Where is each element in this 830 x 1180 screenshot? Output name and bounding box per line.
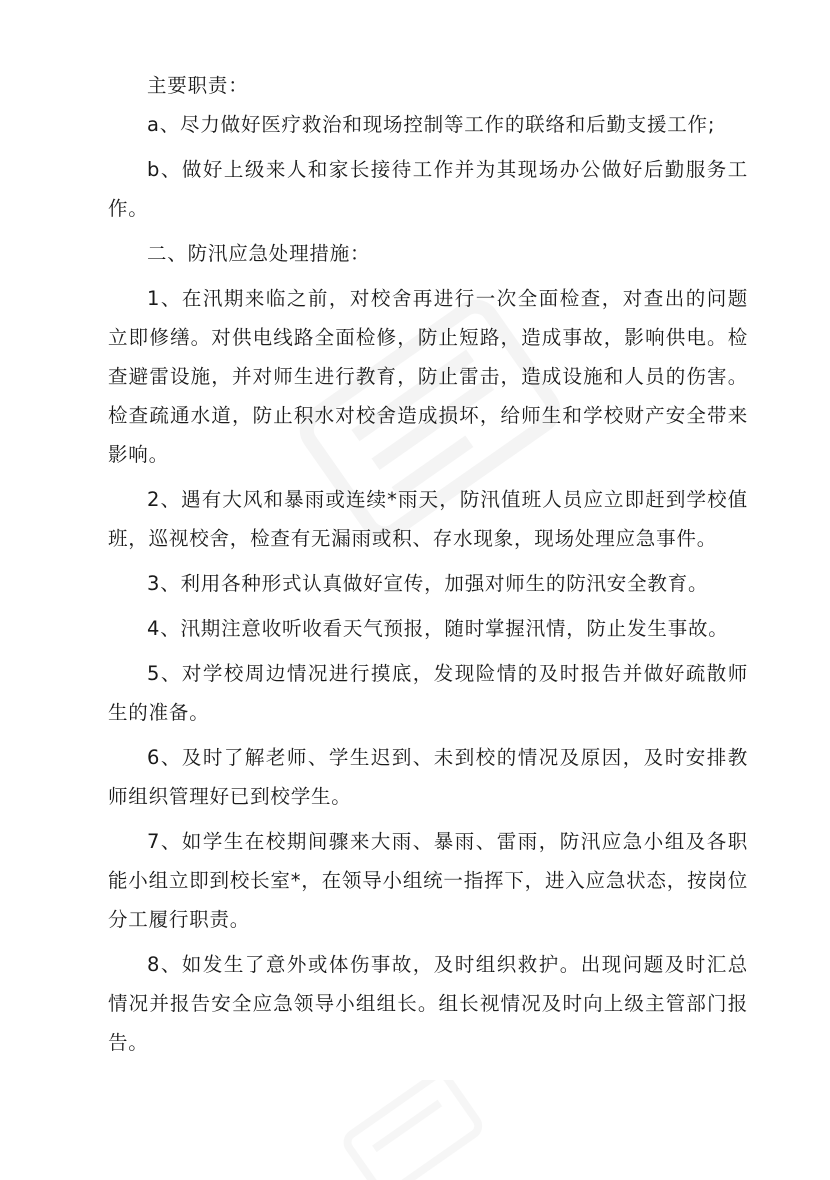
duty-a: a、尽力做好医疗救治和现场控制等工作的联络和后勤支援工作; xyxy=(147,113,716,136)
document-body xyxy=(108,66,748,1062)
measure-item: 2、遇有大风和暴雨或连续*雨天，防汛值班人员应立即赶到学校值班，巡视校舍，检查有无漏雨或积、存水现象，现场处理应急事件。 xyxy=(108,488,748,550)
measure-item: 7、如学生在校期间骤来大雨、暴雨、雷雨，防汛应急小组及各职能小组立即到校长室*，在领导小组统一指挥下，进入应急状态，按岗位分工履行职责。 xyxy=(108,830,748,931)
measure-item: 3、利用各种形式认真做好宣传，加强对师生的防汛安全教育。 xyxy=(147,572,709,595)
measure-item: 1、在汛期来临之前，对校舍再进行一次全面检查，对查出的问题立即修缮。对供电线路全面检修，防止短路，造成事故，影响供电。检查避雷设施，并对师生进行教育，防止雷击，造成设施和人员的伤害。检查疏通水道，防止积水对校舍造成损坏，给师生和学校财产安全带来影响。 xyxy=(108,287,748,466)
measure-item: 8、如发生了意外或体伤事故，及时组织救护。出现问题及时汇总情况并报告安全应急领导小组组长。组长视情况及时向上级主管部门报告。 xyxy=(108,953,748,1054)
measure-item: 6、及时了解老师、学生迟到、未到校的情况及原因，及时安排教师组织管理好已到校学生。 xyxy=(108,746,748,808)
duty-b: b、做好上级来人和家长接待工作并为其现场办公做好后勤服务工作。 xyxy=(108,158,748,220)
section-duties-heading: 主要职责： xyxy=(147,74,249,97)
measure-item: 4、汛期注意收听收看天气预报，随时掌握汛情，防止发生事故。 xyxy=(147,617,729,640)
section2-heading: 二、防汛应急处理措施： xyxy=(147,242,371,265)
measure-item: 5、对学校周边情况进行摸底，发现险情的及时报告并做好疏散师生的准备。 xyxy=(108,662,748,724)
watermark-logo-icon xyxy=(320,1080,500,1180)
